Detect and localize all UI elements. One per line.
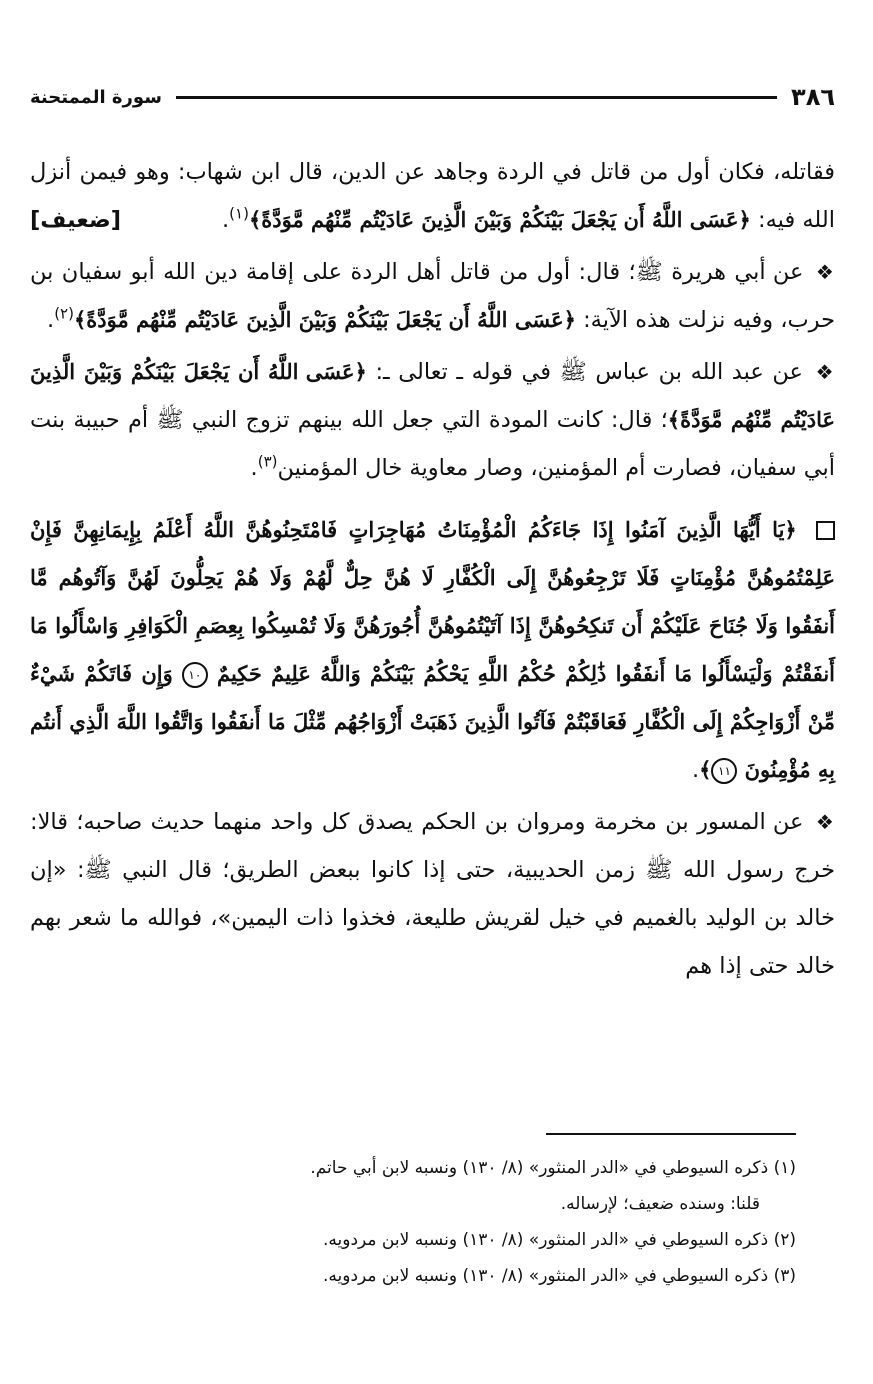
footnote-text: ذكره السيوطي في «الدر المنثور» (٨/ ١٣٠) ونسبه لابن مردويه. — [323, 1266, 769, 1286]
footnote-text: ذكره السيوطي في «الدر المنثور» (٨/ ١٣٠) ونسبه لابن مردويه. — [323, 1230, 769, 1250]
paragraph-text: فقاتله، فكان أول من قاتل في الردة وجاهد عن الدين، قال ابن شهاب: وهو فيمن أنزل الله فيه: — [30, 159, 835, 233]
sentence-end: . — [692, 757, 700, 783]
square-marker-icon — [816, 521, 835, 540]
page-body — [30, 148, 835, 994]
bullet-icon: ❖ — [815, 360, 835, 384]
footnote-ref: (١) — [229, 204, 249, 223]
footnote-1-note — [60, 1186, 796, 1222]
paragraph-3 — [30, 348, 835, 492]
header-rule — [176, 96, 777, 99]
bullet-icon: ❖ — [815, 260, 836, 284]
page-number: ٣٨٦ — [791, 83, 835, 111]
paragraph-text: عن عبد الله بن عباس ﷺ في قوله ـ تعالى ـ: — [375, 359, 803, 385]
paragraph-text: عن المسور بن مخرمة ومروان بن الحكم يصدق كل واحد منهما حديث صاحبه؛ قالا: خرج رسول الله ﷺ زمن الحديبية، حتى إذا كانوا ببعض الطريق؛ قال النبي ﷺ: «إن خالد بن الوليد بالغميم في خيل لقريش طليعة، فخذوا ذات اليمين»، فوالله ما شعر بهم خالد حتى إذا هم — [30, 809, 835, 979]
footnote-text: قلنا: وسنده ضعيف؛ لإرساله. — [560, 1194, 760, 1214]
paragraph-5 — [30, 798, 835, 990]
bullet-icon: ❖ — [815, 810, 835, 834]
paragraph-text: عن أبي هريرة ﷺ؛ قال: أول من قاتل أهل الردة على إقامة دين الله أبو سفيان بن حرب، وفيه نزلت هذه الآية: — [30, 259, 835, 333]
quran-verse: ﴿عَسَى اللَّهُ أَن يَجْعَلَ بَيْنَكُمْ وَبَيْنَ الَّذِينَ عَادَيْتُم مِّنْهُم مَّوَدَّةً﴾ — [248, 207, 751, 232]
footnote-number: (٢) — [773, 1230, 796, 1250]
sentence-end: . — [222, 207, 230, 233]
paragraph-text: ؛ قال: كانت المودة التي جعل الله بينهم تزوج النبي ﷺ أم حبيبة بنت أبي سفيان، فصارت أم المؤمنين، وصار معاوية خال المؤمنين — [30, 407, 835, 481]
footnote-2 — [60, 1222, 796, 1258]
footnotes — [60, 1150, 796, 1294]
verse-number-icon: ١٠ — [182, 662, 208, 688]
footnote-1 — [60, 1150, 796, 1186]
footnote-ref: (٣) — [257, 452, 278, 471]
verse-block — [30, 506, 835, 794]
sentence-end: . — [47, 307, 55, 333]
footnote-ref: (٢) — [54, 304, 74, 323]
footnote-number: (٣) — [773, 1266, 796, 1286]
hadith-grade: [ضعيف] — [30, 207, 121, 233]
quran-verse: ﴿عَسَى اللَّهُ أَن يَجْعَلَ بَيْنَكُمْ وَبَيْنَ الَّذِينَ عَادَيْتُم مِّنْهُم مَّوَدَّةً﴾ — [30, 359, 835, 432]
verse-number-icon: ١١ — [711, 758, 737, 784]
footnote-number: (١) — [773, 1158, 796, 1178]
quran-verse: ﴿يَا أَيُّهَا الَّذِينَ آمَنُوا إِذَا جَاءَكُمُ الْمُؤْمِنَاتُ مُهَاجِرَاتٍ فَامْتَحِنُوهُنَّ اللَّهُ أَعْلَمُ بِإِيمَانِهِنَّ فَإِنْ عَلِمْتُمُوهُنَّ مُؤْمِنَاتٍ فَلَا تَرْجِعُوهُنَّ إِلَى الْكُفَّارِ لَا هُنَّ حِلٌّ لَّهُمْ وَلَا هُمْ يَحِلُّونَ لَهُنَّ وَآتُوهُم مَّا أَنفَقُوا وَلَا جُنَاحَ عَلَيْكُمْ أَن تَنكِحُوهُنَّ إِذَا آتَيْتُمُوهُنَّ أُجُورَهُنَّ وَلَا تُمْسِكُوا بِعِصَمِ الْكَوَافِرِ وَاسْأَلُوا مَا أَنفَقْتُمْ وَلْيَسْأَلُوا مَا أَنفَقُوا ذَٰلِكُمْ حُكْمُ اللَّهِ يَحْكُمُ بَيْنَكُمْ وَاللَّهُ عَلِيمٌ حَكِيمٌ — [30, 517, 836, 686]
footnote-text: ذكره السيوطي في «الدر المنثور» (٨/ ١٣٠) ونسبه لابن أبي حاتم. — [310, 1158, 769, 1178]
verse-close: ﴾ — [699, 757, 712, 782]
page-header — [30, 80, 835, 114]
paragraph-2 — [30, 248, 835, 344]
quran-verse: ﴿عَسَى اللَّهُ أَن يَجْعَلَ بَيْنَكُمْ وَبَيْنَ الَّذِينَ عَادَيْتُم مِّنْهُم مَّوَدَّةً﴾ — [73, 307, 576, 332]
paragraph-1 — [30, 148, 835, 244]
footnote-rule — [546, 1133, 796, 1135]
sentence-end: . — [250, 455, 258, 481]
surah-title: سورة الممتحنة — [30, 86, 162, 108]
footnote-3 — [60, 1258, 796, 1294]
quran-verse: وَإِن فَاتَكُمْ شَيْءٌ مِّنْ أَزْوَاجِكُمْ إِلَى الْكُفَّارِ فَعَاقَبْتُمْ فَآتُوا الَّذِينَ ذَهَبَتْ أَزْوَاجُهُم مِّثْلَ مَا أَنفَقُوا وَاتَّقُوا اللَّهَ الَّذِي أَنتُم بِهِ مُؤْمِنُونَ — [30, 661, 835, 782]
